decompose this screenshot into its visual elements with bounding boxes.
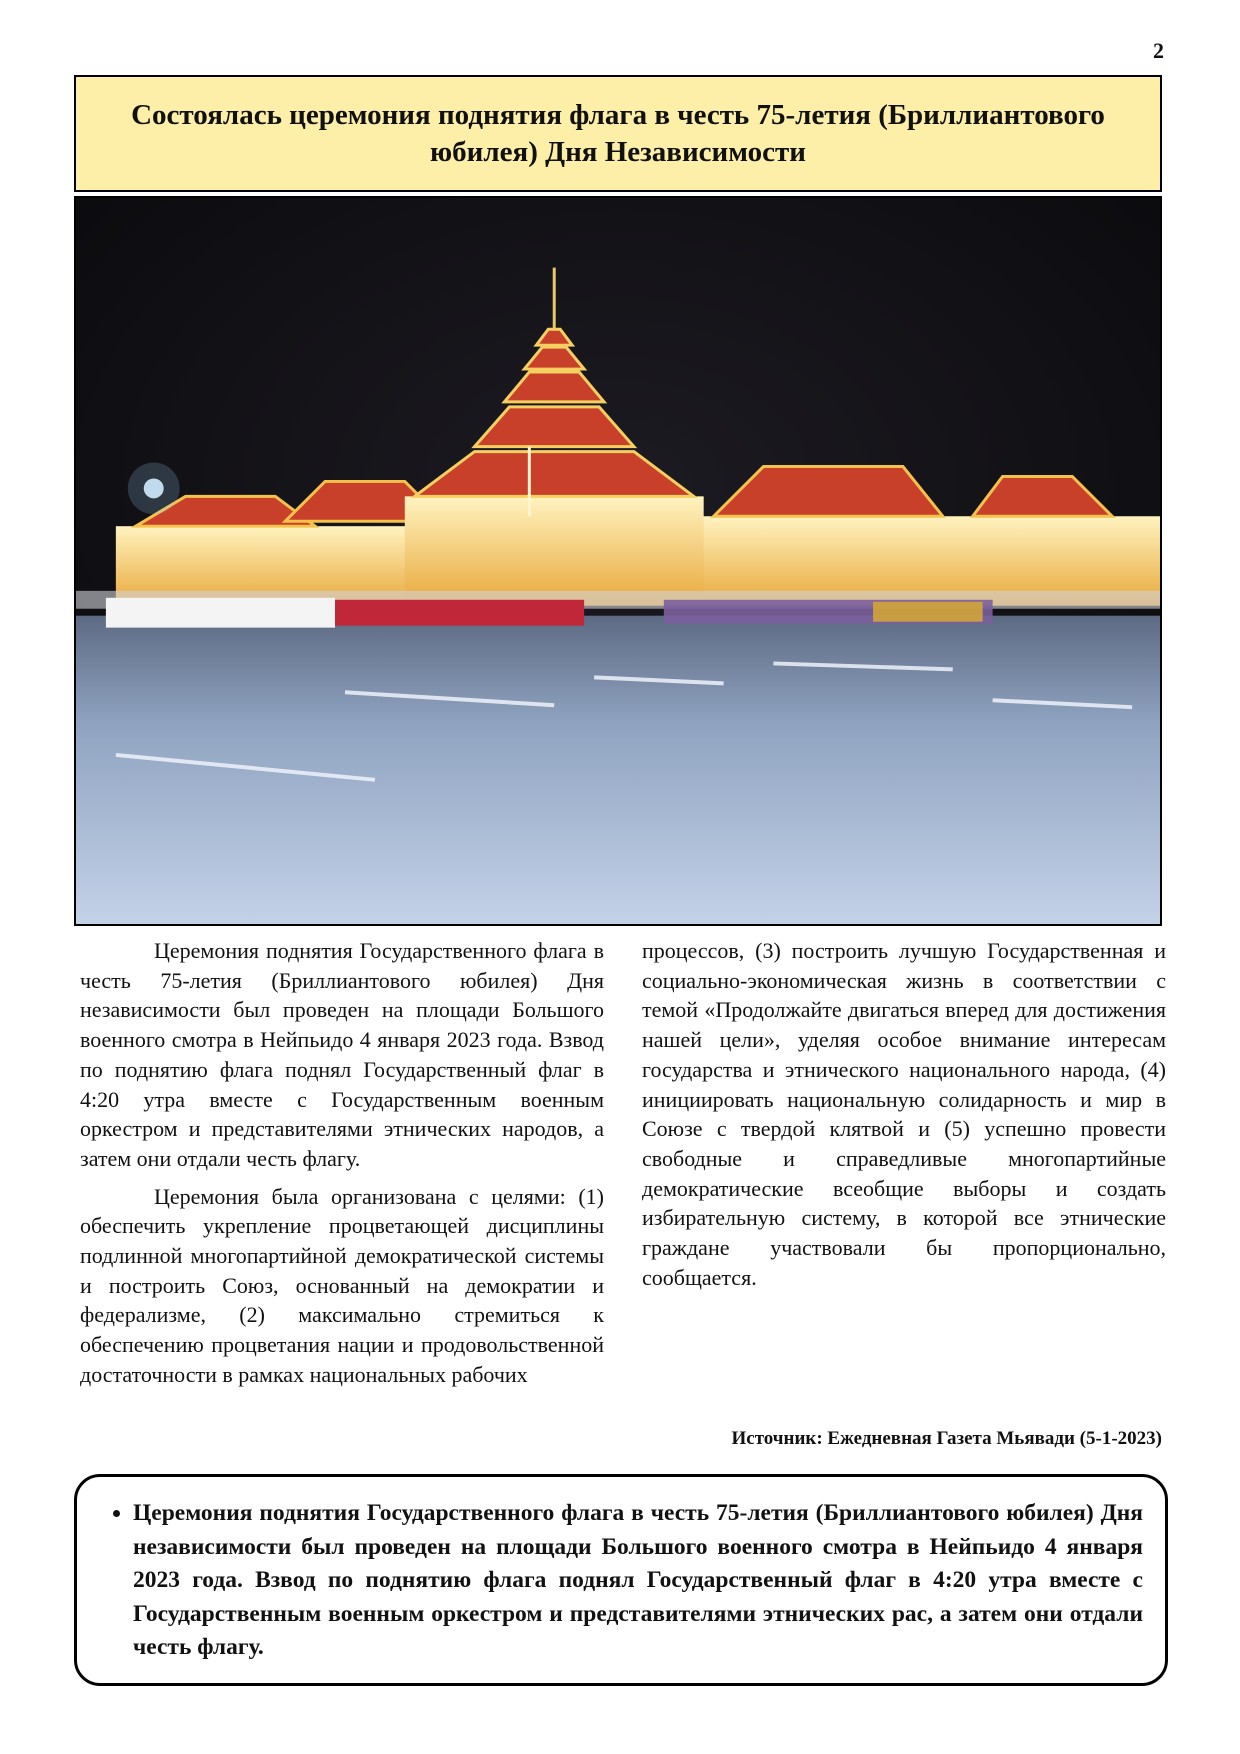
- article-title: Состоялась церемония поднятия флага в честь 75-летия (Бриллиантового юбилея) Дня Независимости: [131, 98, 1105, 168]
- palace-night-illustration: [76, 198, 1160, 924]
- summary-box: [74, 1474, 1168, 1686]
- article-source: Источник: Ежедневная Газета Мьявади (5-1-2023): [731, 1428, 1162, 1449]
- page-number: 2: [1153, 38, 1164, 63]
- summary-list: [99, 1497, 1143, 1665]
- ceremony-photo: [74, 196, 1162, 926]
- article-title-box: [74, 75, 1162, 192]
- article-column-left: [80, 936, 604, 1398]
- article-paragraph: Церемония была организована с целями: (1) обеспечить укрепление процветающей дисциплины подлинной многопартийной демократической системы и построить Союз, основанный на демократии и федерализме, (2) максимально стремиться к обеспечению процветания нации и продовольственной достаточности в рамках национальных рабочих: [80, 1183, 604, 1387]
- article-paragraph: процессов, (3) построить лучшую Государственная и социально-экономическая жизнь в соответствии с темой «Продолжайте двигаться вперед для достижения нашей цели», уделяя особое внимание интересам государства и этнического национального народа, (4) инициировать национальную солидарность и мир в Союзе с твердой клятвой и (5) успешно провести свободные и справедливые многопартийные демократические всеобщие выборы и создать избирательную систему, в которой все этнические граждане участвовали бы пропорционально, сообщается.: [642, 938, 1166, 1290]
- article-paragraph: Церемония поднятия Государственного флага в честь 75-летия (Бриллиантового юбилея) Дня независимости был проведен на площади Большого военного смотра в Нейпьидо 4 января 2023 года. Взвод по поднятию флага поднял Государственный флаг в 4:20 утра вместе с Государственным военным оркестром и представителями этнических народов, а затем они отдали честь флагу.: [80, 938, 604, 1171]
- article-column-right: [642, 936, 1166, 1300]
- summary-item: • Церемония поднятия Государственного флага в честь 75-летия (Бриллиантового юбилея) Дня независимости был проведен на площади Большого военного смотра в Нейпьидо 4 января 2023 года. Взвод по поднятию флага поднял Государственный флаг в 4:20 утра вместе с Государственным военным оркестром и представителями этнических рас, а затем они отдали честь флагу.: [133, 1497, 1143, 1665]
